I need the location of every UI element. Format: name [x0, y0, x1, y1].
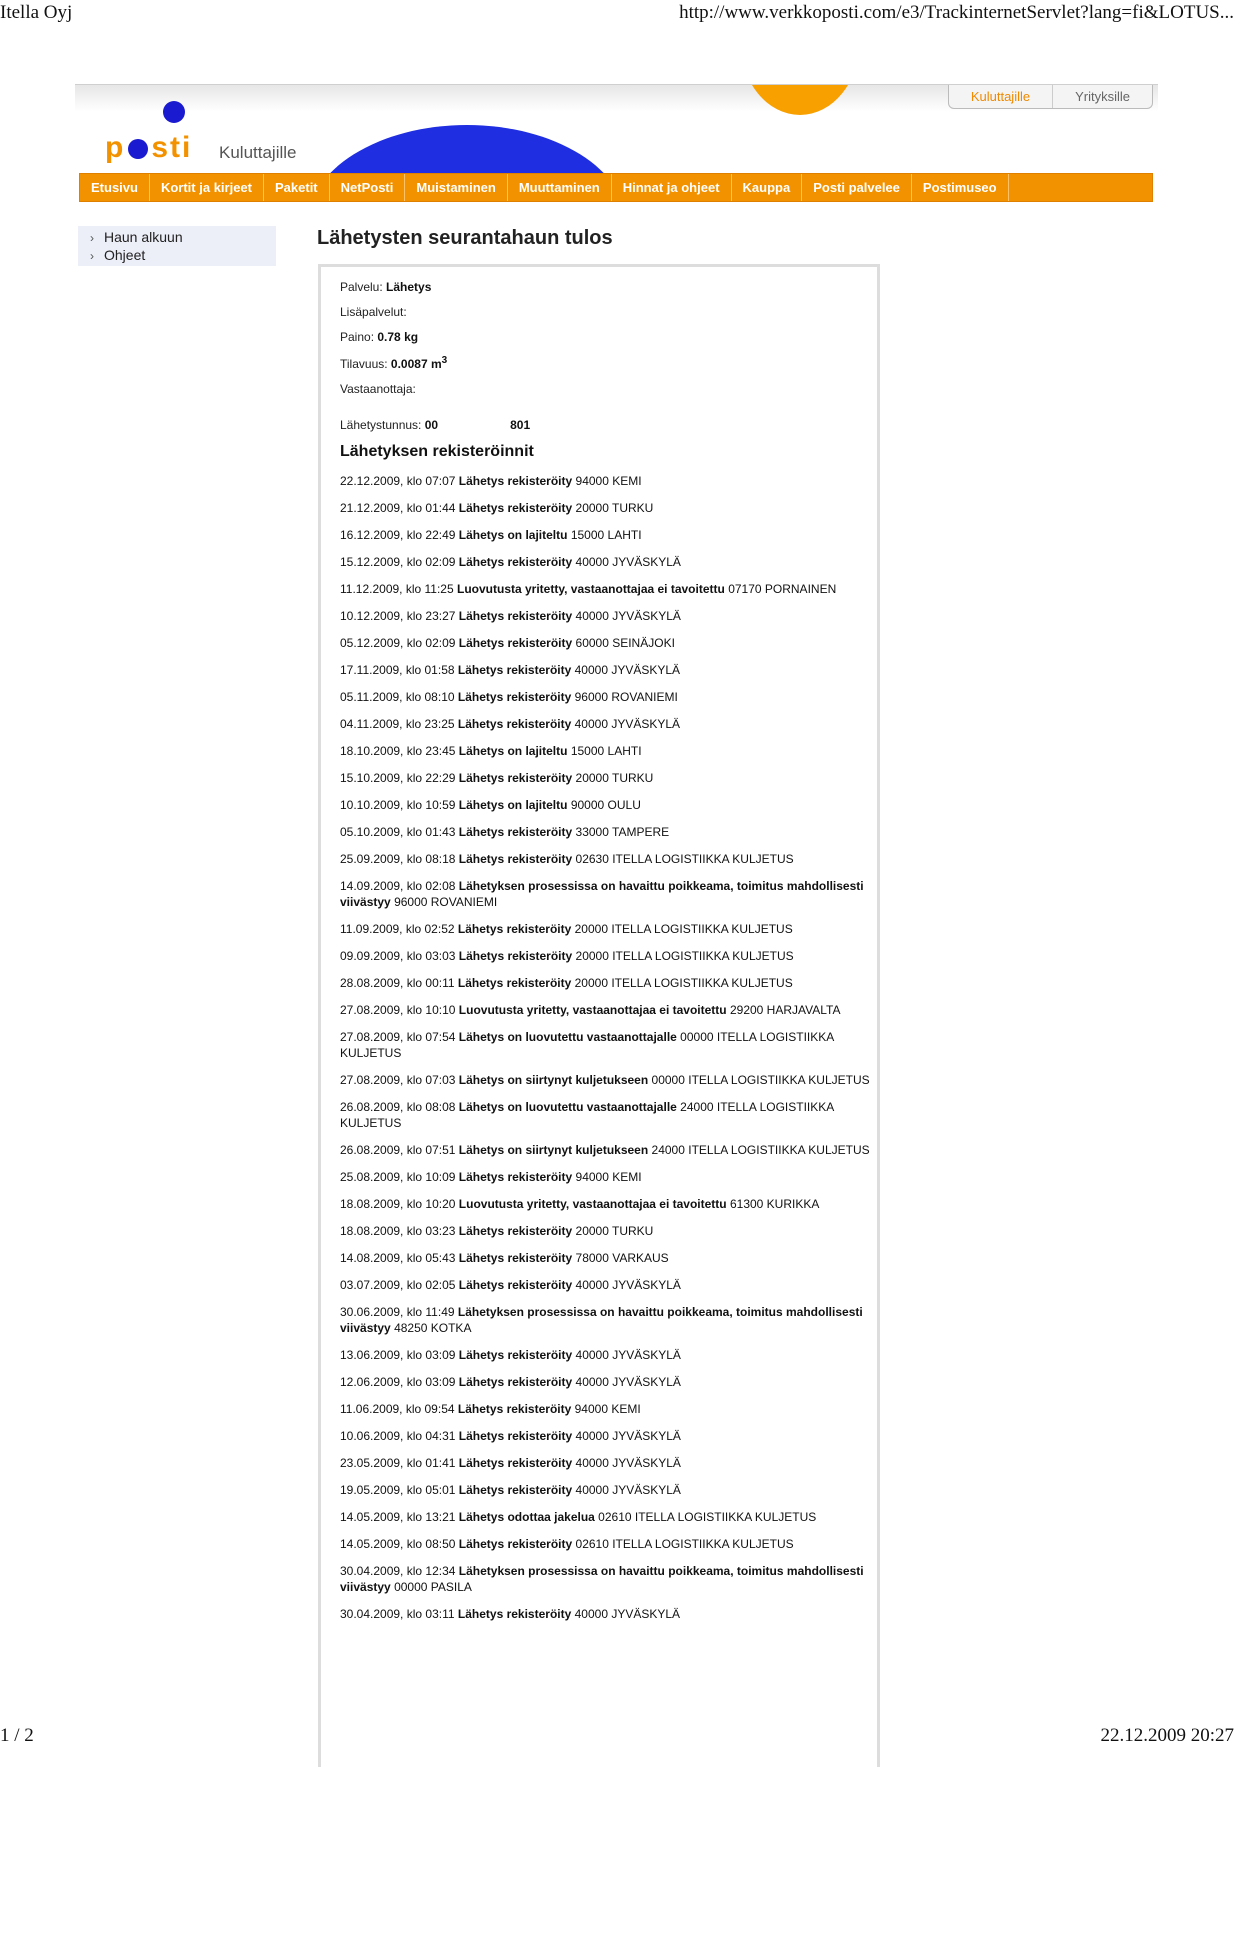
event-row	[340, 635, 890, 651]
event-row	[340, 1509, 890, 1525]
segment-tabs	[948, 85, 1153, 109]
event-list	[340, 473, 880, 1622]
event-time: 15.12.2009, klo 02:09	[340, 555, 456, 569]
tracking-label: Lähetystunnus:	[340, 418, 422, 432]
event-row	[340, 1029, 890, 1061]
registrations-heading: Lähetyksen rekisteröinnit	[340, 443, 534, 460]
event-row	[340, 527, 890, 543]
event-description: Lähetys rekisteröity	[458, 1456, 573, 1470]
event-row	[340, 1606, 890, 1622]
event-row	[340, 1142, 890, 1158]
nav-item-muuttaminen[interactable]: Muuttaminen	[508, 174, 612, 201]
event-location: 00000 ITELLA LOGISTIIKKA KULJETUS	[340, 1030, 834, 1060]
event-description: Lähetys rekisteröity	[457, 717, 572, 731]
event-time: 25.08.2009, klo 10:09	[340, 1170, 456, 1184]
event-row	[340, 500, 890, 516]
event-location: 96000 ROVANIEMI	[394, 895, 498, 909]
nav-item-etusivu[interactable]: Etusivu	[80, 174, 150, 201]
nav-item-hinnat[interactable]: Hinnat ja ohjeet	[612, 174, 732, 201]
event-description: Lähetyksen prosessissa on havaittu poikkeama, toimitus mahdollisesti viivästyy	[340, 1305, 863, 1335]
event-description: Lähetys rekisteröity	[458, 949, 573, 963]
event-row	[340, 770, 890, 786]
event-description: Lähetys rekisteröity	[457, 663, 572, 677]
event-location: 15000 LAHTI	[570, 528, 642, 542]
chevron-right-icon: ›	[90, 249, 94, 263]
event-row	[340, 1563, 890, 1595]
event-time: 23.05.2009, klo 01:41	[340, 1456, 456, 1470]
event-location: 40000 JYVÄSKYLÄ	[575, 1375, 681, 1389]
event-location: 02610 ITELLA LOGISTIIKKA KULJETUS	[575, 1537, 794, 1551]
event-time: 14.09.2009, klo 02:08	[340, 879, 456, 893]
event-row	[340, 689, 890, 705]
event-description: Lähetys rekisteröity	[457, 976, 572, 990]
sidebar-item-label: Ohjeet	[104, 247, 146, 263]
event-time: 30.04.2009, klo 12:34	[340, 1564, 456, 1578]
event-time: 10.12.2009, klo 23:27	[340, 609, 456, 623]
nav-item-posti-palvelee[interactable]: Posti palvelee	[802, 174, 912, 201]
event-row	[340, 948, 890, 964]
extra-services-field	[340, 305, 880, 319]
event-row	[340, 1169, 890, 1185]
event-description: Lähetys rekisteröity	[458, 1537, 573, 1551]
event-row	[340, 1223, 890, 1239]
event-time: 17.11.2009, klo 01:58	[340, 663, 455, 677]
site-subtitle: Kuluttajille	[219, 143, 297, 162]
print-header-url: http://www.verkkoposti.com/e3/TrackinternetServlet?lang=fi&LOTUS...	[679, 2, 1234, 23]
print-page-number: 1 / 2	[0, 1725, 34, 1746]
event-location: 33000 TAMPERE	[575, 825, 670, 839]
event-row	[340, 1072, 890, 1088]
event-description: Lähetyksen prosessissa on havaittu poikkeama, toimitus mahdollisesti viivästyy	[340, 1564, 864, 1594]
event-description: Lähetys on lajiteltu	[458, 744, 568, 758]
event-time: 11.09.2009, klo 02:52	[340, 922, 455, 936]
logo-o-icon	[128, 139, 148, 159]
event-time: 14.08.2009, klo 05:43	[340, 1251, 456, 1265]
event-time: 10.10.2009, klo 10:59	[340, 798, 456, 812]
event-row	[340, 473, 890, 489]
weight-label: Paino:	[340, 330, 375, 344]
event-time: 13.06.2009, klo 03:09	[340, 1348, 456, 1362]
tab-kuluttajille[interactable]: Kuluttajille	[949, 85, 1053, 108]
event-location: 40000 JYVÄSKYLÄ	[575, 1348, 681, 1362]
event-time: 22.12.2009, klo 07:07	[340, 474, 456, 488]
event-row	[340, 1002, 890, 1018]
weight-value: 0.78 kg	[377, 330, 419, 344]
event-row	[340, 1277, 890, 1293]
event-location: 96000 ROVANIEMI	[574, 690, 678, 704]
event-location: 20000 TURKU	[575, 501, 654, 515]
event-row	[340, 975, 890, 991]
event-location: 40000 JYVÄSKYLÄ	[575, 1429, 681, 1443]
volume-field	[340, 355, 880, 371]
event-row	[340, 716, 890, 732]
event-row	[340, 1099, 890, 1131]
page-title: Lähetysten seurantahaun tulos	[317, 227, 613, 249]
nav-item-kortit[interactable]: Kortit ja kirjeet	[150, 174, 264, 201]
event-location: 02630 ITELLA LOGISTIIKKA KULJETUS	[575, 852, 794, 866]
event-description: Lähetys on lajiteltu	[458, 528, 568, 542]
event-location: 60000 SEINÄJOKI	[575, 636, 675, 650]
event-time: 30.06.2009, klo 11:49	[340, 1305, 455, 1319]
extra-services-label: Lisäpalvelut:	[340, 305, 407, 319]
event-location: 20000 ITELLA LOGISTIIKKA KULJETUS	[575, 949, 794, 963]
site-header	[75, 84, 1158, 202]
tracking-code-start: 00	[424, 418, 439, 432]
event-time: 05.11.2009, klo 08:10	[340, 690, 455, 704]
event-location: 40000 JYVÄSKYLÄ	[574, 1607, 681, 1621]
event-location: 94000 KEMI	[575, 474, 642, 488]
event-time: 05.10.2009, klo 01:43	[340, 825, 456, 839]
event-location: 00000 ITELLA LOGISTIIKKA KULJETUS	[651, 1073, 870, 1087]
event-location: 40000 JYVÄSKYLÄ	[575, 1483, 681, 1497]
event-description: Lähetys rekisteröity	[458, 852, 573, 866]
event-time: 26.08.2009, klo 08:08	[340, 1100, 456, 1114]
event-description: Lähetys rekisteröity	[457, 1402, 572, 1416]
event-time: 12.06.2009, klo 03:09	[340, 1375, 456, 1389]
event-description: Lähetys rekisteröity	[458, 1224, 573, 1238]
weight-field	[340, 330, 880, 344]
event-description: Lähetys rekisteröity	[458, 771, 573, 785]
event-description: Lähetys rekisteröity	[458, 1170, 573, 1184]
event-row	[340, 1304, 890, 1336]
event-time: 25.09.2009, klo 08:18	[340, 852, 456, 866]
event-time: 10.06.2009, klo 04:31	[340, 1429, 456, 1443]
volume-exponent: 3	[441, 355, 448, 366]
event-location: 40000 JYVÄSKYLÄ	[575, 1456, 681, 1470]
event-description: Lähetys on luovutettu vastaanottajalle	[458, 1100, 677, 1114]
logo-text-right: sti	[151, 131, 193, 164]
tab-yrityksille[interactable]: Yrityksille	[1075, 89, 1130, 104]
event-location: 40000 JYVÄSKYLÄ	[575, 555, 681, 569]
event-description: Lähetys rekisteröity	[458, 609, 573, 623]
event-description: Lähetyksen prosessissa on havaittu poikkeama, toimitus mahdollisesti viivästyy	[340, 879, 864, 909]
volume-value: 0.0087 m	[390, 357, 442, 371]
event-time: 15.10.2009, klo 22:29	[340, 771, 456, 785]
event-description: Lähetys rekisteröity	[458, 555, 573, 569]
service-label: Palvelu:	[340, 280, 383, 294]
event-location: 20000 ITELLA LOGISTIIKKA KULJETUS	[574, 922, 793, 936]
event-time: 04.11.2009, klo 23:25	[340, 717, 455, 731]
event-row	[340, 921, 890, 937]
event-time: 27.08.2009, klo 07:03	[340, 1073, 456, 1087]
banner	[75, 84, 1158, 173]
event-location: 78000 VARKAUS	[575, 1251, 669, 1265]
event-time: 16.12.2009, klo 22:49	[340, 528, 456, 542]
recipient-field	[340, 382, 880, 396]
decorative-orange-shape	[740, 84, 860, 115]
event-row	[340, 1428, 890, 1444]
event-description: Lähetys on luovutettu vastaanottajalle	[458, 1030, 677, 1044]
nav-item-kauppa[interactable]: Kauppa	[732, 174, 803, 201]
print-datetime: 22.12.2009 20:27	[1100, 1725, 1234, 1746]
event-description: Lähetys on siirtynyt kuljetukseen	[458, 1073, 649, 1087]
chevron-right-icon: ›	[90, 231, 94, 245]
print-header-title: Itella Oyj	[0, 2, 73, 23]
event-location: 94000 KEMI	[574, 1402, 641, 1416]
event-location: 29200 HARJAVALTA	[729, 1003, 841, 1017]
event-row	[340, 1196, 890, 1212]
event-time: 05.12.2009, klo 02:09	[340, 636, 456, 650]
event-description: Lähetys rekisteröity	[458, 1251, 573, 1265]
event-row	[340, 824, 890, 840]
event-time: 03.07.2009, klo 02:05	[340, 1278, 456, 1292]
event-description: Lähetys on siirtynyt kuljetukseen	[458, 1143, 649, 1157]
event-description: Lähetys rekisteröity	[458, 825, 573, 839]
event-row	[340, 1250, 890, 1266]
event-location: 20000 TURKU	[575, 771, 654, 785]
event-location: 24000 ITELLA LOGISTIIKKA KULJETUS	[651, 1143, 870, 1157]
service-value: Lähetys	[386, 280, 432, 294]
tracking-code-end: 801	[510, 418, 531, 432]
event-time: 09.09.2009, klo 03:03	[340, 949, 456, 963]
event-time: 27.08.2009, klo 10:10	[340, 1003, 456, 1017]
event-location: 40000 JYVÄSKYLÄ	[575, 1278, 681, 1292]
logo-text-left: p	[105, 131, 126, 164]
event-description: Lähetys rekisteröity	[457, 690, 572, 704]
event-time: 30.04.2009, klo 03:11	[340, 1607, 455, 1621]
event-row	[340, 851, 890, 867]
event-location: 20000 TURKU	[575, 1224, 654, 1238]
event-row	[340, 608, 890, 624]
logo-dot-icon	[163, 101, 185, 123]
service-field	[340, 280, 880, 294]
event-location: 40000 JYVÄSKYLÄ	[574, 663, 681, 677]
event-time: 27.08.2009, klo 07:54	[340, 1030, 456, 1044]
sidebar-item-label: Haun alkuun	[104, 229, 183, 245]
tracking-field	[340, 418, 880, 432]
event-row	[340, 1482, 890, 1498]
event-row	[340, 554, 890, 570]
event-time: 28.08.2009, klo 00:11	[340, 976, 455, 990]
event-location: 02610 ITELLA LOGISTIIKKA KULJETUS	[598, 1510, 817, 1524]
volume-label: Tilavuus:	[340, 357, 388, 371]
event-time: 11.06.2009, klo 09:54	[340, 1402, 455, 1416]
event-description: Luovutusta yritetty, vastaanottajaa ei tavoitettu	[458, 1197, 727, 1211]
event-location: 48250 KOTKA	[394, 1321, 472, 1335]
event-description: Lähetys rekisteröity	[458, 1483, 573, 1497]
event-row	[340, 743, 890, 759]
event-description: Lähetys rekisteröity	[458, 1278, 573, 1292]
event-location: 40000 JYVÄSKYLÄ	[575, 609, 681, 623]
event-location: 94000 KEMI	[575, 1170, 642, 1184]
event-location: 40000 JYVÄSKYLÄ	[574, 717, 681, 731]
event-row	[340, 878, 890, 910]
event-description: Lähetys rekisteröity	[458, 1375, 573, 1389]
event-row	[340, 1536, 890, 1552]
event-description: Luovutusta yritetty, vastaanottajaa ei tavoitettu	[457, 582, 725, 596]
event-row	[340, 797, 890, 813]
event-time: 21.12.2009, klo 01:44	[340, 501, 456, 515]
recipient-label: Vastaanottaja:	[340, 382, 416, 396]
event-row	[340, 1347, 890, 1363]
event-description: Luovutusta yritetty, vastaanottajaa ei tavoitettu	[458, 1003, 727, 1017]
event-description: Lähetys rekisteröity	[458, 474, 573, 488]
event-description: Lähetys rekisteröity	[457, 1607, 572, 1621]
event-description: Lähetys rekisteröity	[458, 1429, 573, 1443]
sidebar-item-haun-alkuun[interactable]	[78, 228, 276, 246]
event-location: 15000 LAHTI	[570, 744, 642, 758]
event-description: Lähetys rekisteröity	[458, 501, 573, 515]
event-time: 18.08.2009, klo 03:23	[340, 1224, 456, 1238]
results-content	[340, 280, 880, 1633]
event-time: 26.08.2009, klo 07:51	[340, 1143, 456, 1157]
sidebar	[78, 226, 276, 266]
nav-item-paketit[interactable]: Paketit	[264, 174, 330, 201]
nav-item-netposti[interactable]: NetPosti	[330, 174, 406, 201]
event-row	[340, 1401, 890, 1417]
event-description: Lähetys rekisteröity	[458, 1348, 573, 1362]
posti-logo[interactable]	[105, 131, 192, 165]
event-time: 14.05.2009, klo 13:21	[340, 1510, 456, 1524]
event-description: Lähetys on lajiteltu	[458, 798, 568, 812]
event-time: 19.05.2009, klo 05:01	[340, 1483, 456, 1497]
event-row	[340, 1455, 890, 1471]
main-nav	[79, 173, 1153, 202]
event-row	[340, 581, 890, 597]
event-location: 61300 KURIKKA	[729, 1197, 820, 1211]
event-row	[340, 662, 890, 678]
nav-item-postimuseo[interactable]: Postimuseo	[912, 174, 1009, 201]
event-location: 90000 OULU	[570, 798, 641, 812]
sidebar-item-ohjeet[interactable]	[78, 246, 276, 264]
event-time: 11.12.2009, klo 11:25	[340, 582, 454, 596]
event-time: 18.08.2009, klo 10:20	[340, 1197, 456, 1211]
event-description: Lähetys rekisteröity	[458, 636, 573, 650]
event-location: 07170 PORNAINEN	[728, 582, 837, 596]
event-time: 14.05.2009, klo 08:50	[340, 1537, 456, 1551]
event-description: Lähetys rekisteröity	[457, 922, 572, 936]
event-time: 18.10.2009, klo 23:45	[340, 744, 456, 758]
event-location: 00000 PASILA	[394, 1580, 472, 1594]
event-location: 20000 ITELLA LOGISTIIKKA KULJETUS	[574, 976, 793, 990]
decorative-blue-shape	[307, 125, 627, 173]
event-row	[340, 1374, 890, 1390]
event-location: 24000 ITELLA LOGISTIIKKA KULJETUS	[340, 1100, 834, 1130]
event-description: Lähetys odottaa jakelua	[458, 1510, 595, 1524]
nav-item-muistaminen[interactable]: Muistaminen	[405, 174, 507, 201]
